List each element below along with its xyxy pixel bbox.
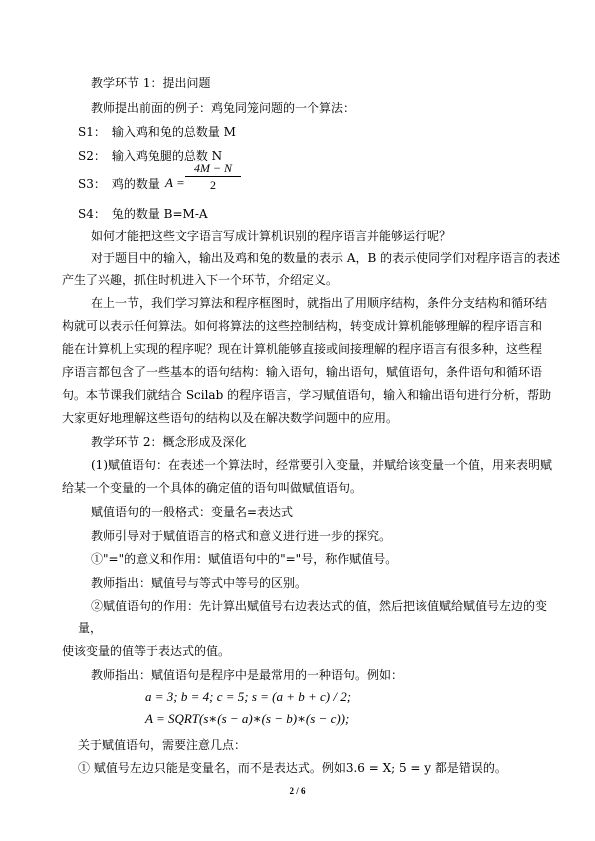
text-line: 量， [78,621,103,635]
paragraph-1-line-1: 对于题目中的输入，输出及鸡和兔的数量的表示 A，B 的表示使同学们对程序语言的表述 [91,251,561,265]
text-line: ① 赋值号左边只能是变量名，而不是表达式。例如3.6 = X; 5 = y 都是错误的。 [78,761,507,775]
section-heading-1: 教学环节 1：提出问题 [91,76,211,90]
fraction-denominator: 2 [210,178,216,192]
algorithm-step-2: S2： 输入鸡兔腿的总数 N [78,149,223,163]
formula-lhs: A = [165,175,185,190]
text-line: 教师提出前面的例子：鸡兔同笼问题的一个算法： [91,101,356,115]
formula-fraction [185,161,241,192]
paragraph-2-line-4: 序语言都包含了一些基本的语句结构：输入语句，输出语句，赋值语句，条件语句和循环语 [62,365,543,379]
text-line: 教师引导对于赋值语言的格式和意义进行进一步的探究。 [91,529,392,543]
paragraph-1-line-2: 产生了兴趣，抓住时机进入下一个环节，介绍定义。 [62,273,339,287]
paragraph-3-line-2: 给某一个变量的一个具体的确定值的语句叫做赋值语句。 [62,481,363,495]
text-line: 关于赋值语句，需要注意几点： [78,738,247,752]
equation-2: A = SQRT(s∗(s − a)∗(s − b)∗(s − c)); [145,711,350,726]
text-line: ①"="的意义和作用：赋值语句中的"="号，称作赋值号。 [91,552,398,566]
paragraph-2-line-6: 大家更好地理解这些语句的结构以及在解决数学问题中的应用。 [62,411,399,425]
text-line: 教师指出：赋值号与等式中等号的区别。 [91,576,308,590]
paragraph-2-line-5: 句。本节课我们就结合 Scilab 的程序语言，学习赋值语句，输入和输出语句进行分析，帮助 [62,388,552,402]
fraction-numerator: 4M − N [193,161,233,175]
text-line: 赋值语句的一般格式：变量名=表达式 [91,505,294,519]
paragraph-2-line-2: 构就可以表示任何算法。如何将算法的这些控制结构，转变成计算机能够理解的程序语言和 [62,319,543,333]
text-line: 使该变量的值等于表达式的值。 [62,644,231,658]
algorithm-step-4: S4： 兔的数量 B=M-A [78,207,208,221]
algorithm-step-1: S1： 输入鸡和兔的总数量 M [78,125,236,139]
section-heading-2: 教学环节 2：概念形成及深化 [91,435,247,449]
paragraph-3-line-1: (1)赋值语句：在表述一个算法时，经常要引入变量，并赋给该变量一个值，用来表明赋 [91,458,553,472]
paragraph-2-line-1: 在上一节，我们学习算法和程序框图时，就指出了用顺序结构，条件分支结构和循环结 [91,296,548,310]
algorithm-step-3-label: S3： 鸡的数量 [78,177,160,191]
fraction-bar [185,176,241,177]
text-line: 教师指出：赋值语句是程序中是最常用的一种语句。例如： [91,668,404,682]
equation-1: a = 3; b = 4; c = 5; s = (a + b + c) / 2; [145,689,352,704]
page-number: 2 / 6 [289,786,306,796]
paragraph-2-line-3: 能在计算机上实现的程序呢？现在计算机能够直接或间接理解的程序语言有很多种，这些程 [62,342,543,356]
text-line: ②赋值语句的作用：先计算出赋值号右边表达式的值，然后把该值赋给赋值号左边的变 [91,599,548,613]
question-line: 如何才能把这些文字语言写成计算机识别的程序语言并能够运行呢？ [91,229,452,243]
